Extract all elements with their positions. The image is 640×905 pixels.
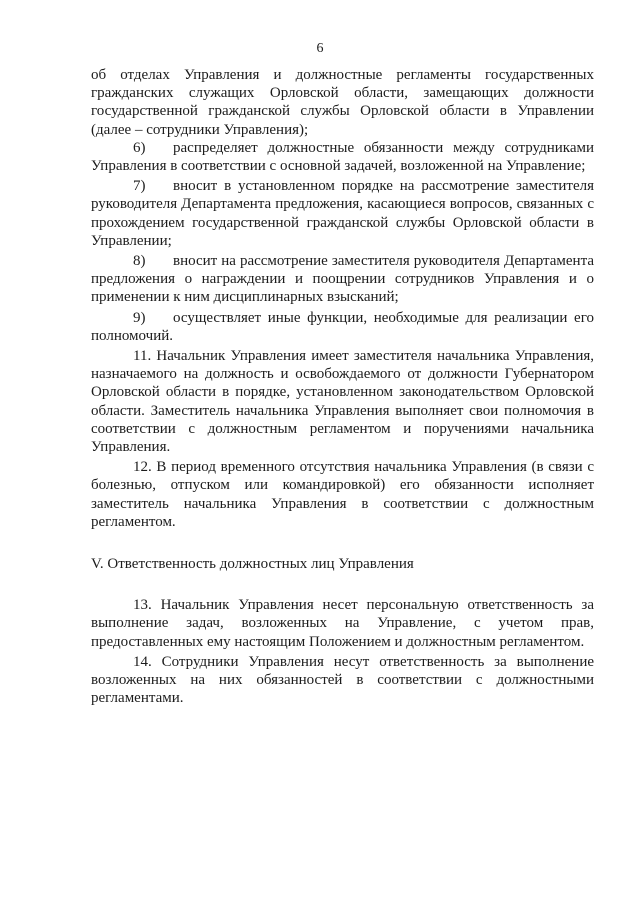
list-item-7: 7) вносит в установленном порядке на рассмотрение заместителя руководителя Департамента предложения, касающиеся вопросов, связанных с прохождением государственной гражданской службы Орловской области в Управлении; <box>91 178 594 249</box>
paragraph-continuation: об отделах Управления и должностные регламенты государственных гражданских служащих Орловской области, замещающих должности государственной гражданской службы Орловской области в Управлении (далее – сотрудники Управления); <box>91 67 594 138</box>
list-number: 7) <box>133 178 146 195</box>
paragraph-12: 12. В период временного отсутствия начальника Управления (в связи с болезнью, отпуском или командировкой) его обязанности исполняет заместитель начальника Управления в соответствии с должностным регламентом. <box>91 459 594 530</box>
list-number: 9) <box>133 309 146 326</box>
document-body <box>91 66 594 708</box>
paragraph-11: 11. Начальник Управления имеет заместителя начальника Управления, назначаемого на должность и освобождаемого от должности Губернатором Орловской области в порядке, установленном законодательством Орловской области. Заместитель начальника Управления выполняет свои полномочия в соответствии с должностным регламентом и поручениями начальника Управления. <box>91 348 594 456</box>
paragraph-14: 14. Сотрудники Управления несут ответственность за выполнение возложенных на них обязанностей в соответствии с должностными регламентами. <box>91 653 594 707</box>
paragraph-13: 13. Начальник Управления несет персональную ответственность за выполнение задач, возложенных на Управление, с учетом прав, предоставленных ему настоящим Положением и должностным регламентом. <box>91 597 594 650</box>
list-number: 8) <box>133 253 146 270</box>
section-title: V. Ответственность должностных лиц Управления <box>91 556 414 573</box>
list-item-6: 6) распределяет должностные обязанности между сотрудниками Управления в соответствии с основной задачей, возложенной на Управление; <box>91 139 594 175</box>
list-number: 6) <box>133 139 146 156</box>
page-number: 6 <box>316 41 324 56</box>
list-item-9: 9) осуществляет иные функции, необходимые для реализации его полномочий. <box>91 309 594 344</box>
list-item-8: 8) вносит на рассмотрение заместителя руководителя Департамента предложения о награждении и поощрении сотрудников Управления и о применении к ним дисциплинарных взысканий; <box>91 253 594 306</box>
